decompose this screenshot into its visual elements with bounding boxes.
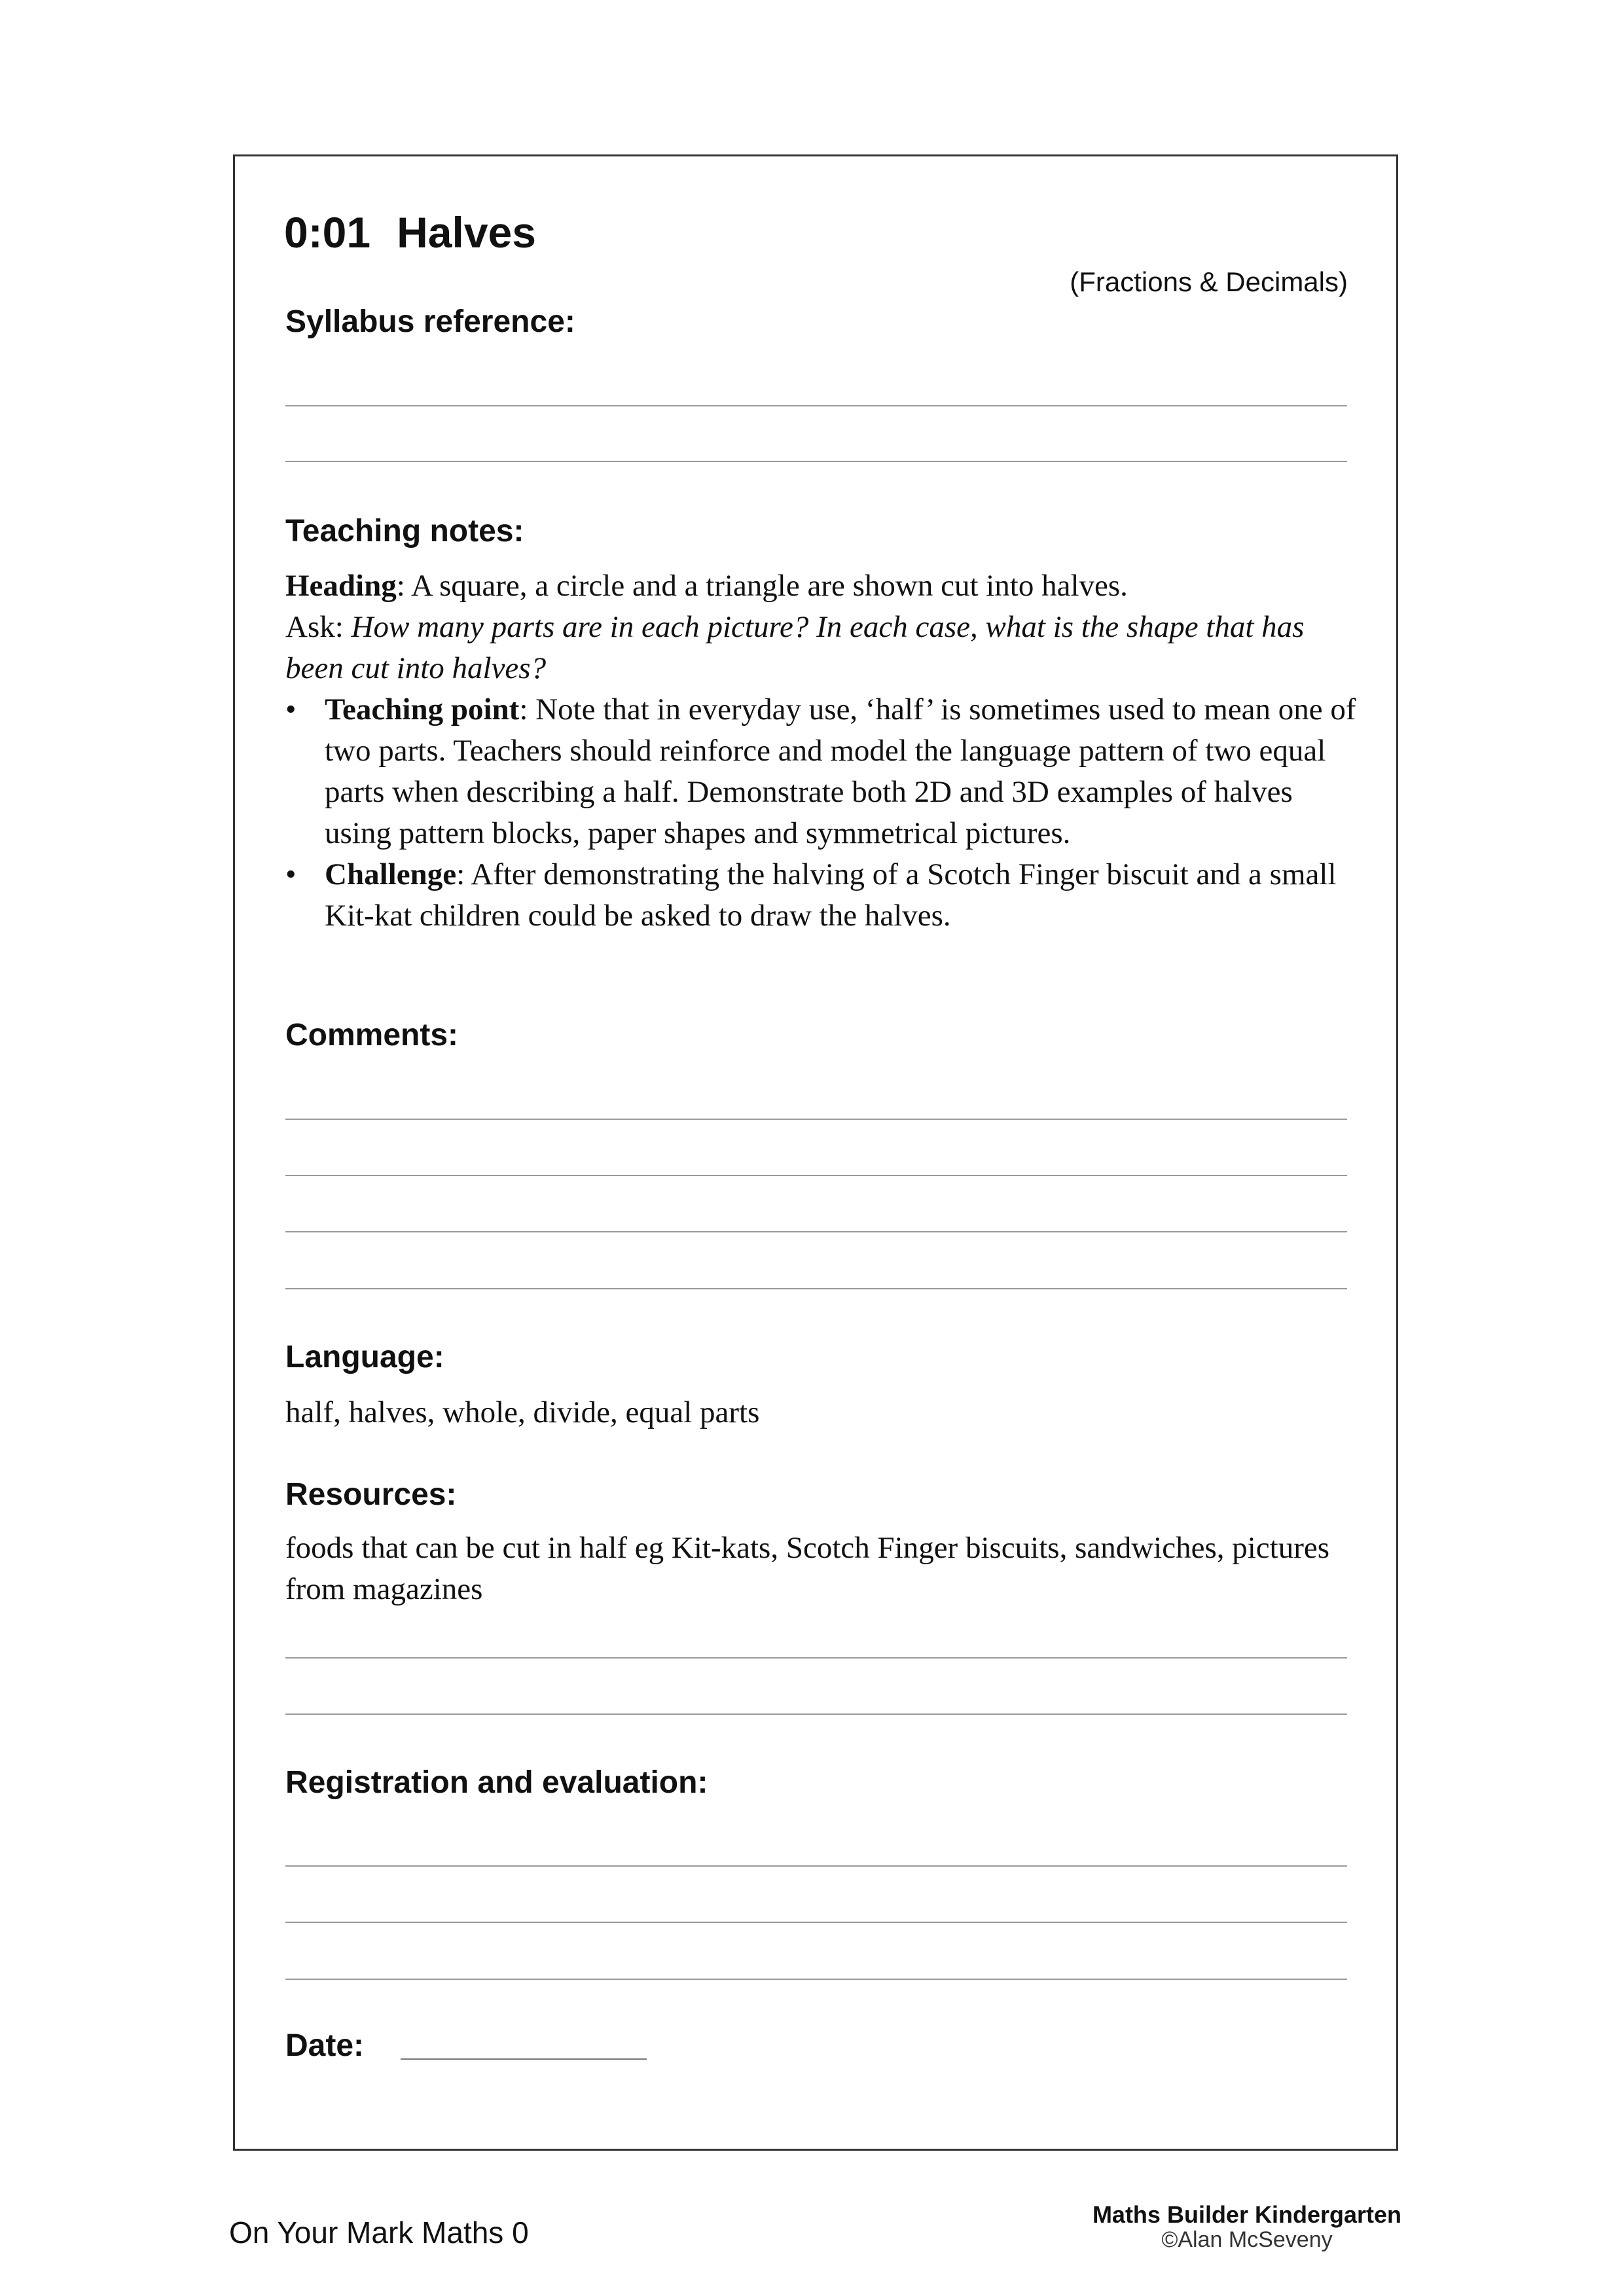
heading-note-label: Heading: [285, 569, 397, 603]
resources-heading: Resources:: [285, 1477, 457, 1512]
comments-heading: Comments:: [285, 1018, 459, 1052]
teaching-point-text: : Note that in everyday use, ‘half’ is sometimes used to mean one of two parts. Teachers should reinforce and model the language pattern of two equal parts when describing a half. Demonstrate both 2D and 3D examples of halves using pattern blocks, paper shapes and symmetrical pictures.: [325, 692, 1356, 850]
heading-note: [285, 565, 1359, 607]
teaching-point-item: [285, 689, 1359, 854]
heading-note-text: : A square, a circle and a triangle are shown cut into halves.: [396, 569, 1128, 603]
syllabus-line-1: [285, 405, 1347, 406]
bullet-icon: •: [285, 857, 297, 891]
resources-line-1: [285, 1657, 1347, 1659]
lesson-number: 0:01: [284, 208, 371, 257]
language-heading: Language:: [285, 1340, 444, 1374]
syllabus-line-2: [285, 461, 1347, 462]
lesson-name: Halves: [397, 208, 536, 257]
date-label: Date:: [285, 2028, 365, 2063]
footer-book-title: Maths Builder Kindergarten: [1092, 2201, 1401, 2228]
resources-line-2: [285, 1713, 1347, 1715]
ask-label: Ask:: [285, 610, 352, 644]
footer-series: On Your Mark Maths 0: [229, 2215, 529, 2250]
challenge-text: : After demonstrating the halving of a Scotch Finger biscuit and a small Kit-kat children could be asked to draw the halves.: [325, 857, 1337, 933]
registration-line-1: [285, 1865, 1347, 1867]
comments-line-4: [285, 1288, 1347, 1289]
registration-line-3: [285, 1979, 1347, 1980]
footer-copyright: ©Alan McSeveny: [1161, 2227, 1333, 2252]
lesson-title: [284, 208, 536, 257]
ask-question: How many parts are in each picture? In each case, what is the shape that has been cut into halves?: [285, 610, 1305, 685]
registration-line-2: [285, 1922, 1347, 1923]
bullet-icon: •: [285, 692, 297, 726]
resources-text: foods that can be cut in half eg Kit-kats, Scotch Finger biscuits, sandwiches, pictures from magazines: [285, 1531, 1330, 1606]
comments-line-1: [285, 1119, 1347, 1120]
teaching-bullets: [285, 689, 1359, 937]
category-label: (Fractions & Decimals): [1070, 266, 1348, 297]
comments-line-2: [285, 1175, 1347, 1176]
ask-note: [285, 607, 1359, 689]
challenge-label: Challenge: [325, 857, 457, 891]
footer-credits: [1092, 2202, 1401, 2252]
registration-heading: Registration and evaluation:: [285, 1765, 708, 1800]
page-frame: [233, 154, 1398, 2151]
comments-line-3: [285, 1231, 1347, 1232]
syllabus-heading: Syllabus reference:: [285, 304, 575, 339]
teaching-notes-body: [285, 565, 1359, 937]
date-field-line: [401, 2058, 647, 2060]
teaching-notes-heading: Teaching notes:: [285, 514, 524, 548]
language-text: half, halves, whole, divide, equal parts: [285, 1395, 760, 1429]
teaching-point-label: Teaching point: [325, 692, 520, 726]
challenge-item: [285, 854, 1359, 937]
